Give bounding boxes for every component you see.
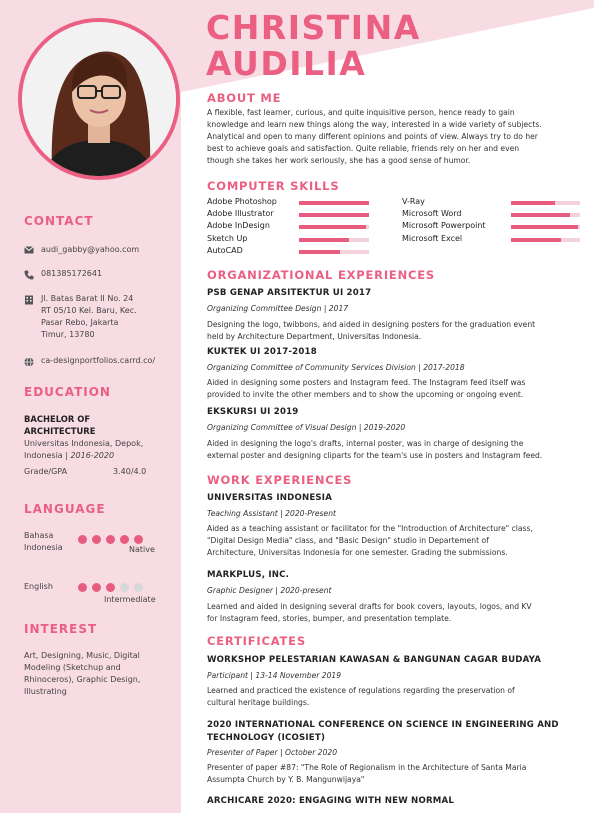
education-heading: EDUCATION — [24, 385, 111, 399]
about-line: Analytical and open to many different opinions and points of view. Always try to do her — [207, 132, 538, 141]
work-line: Aided as a teaching assistant or facilitator for the "Introduction of Architecture" class, — [207, 524, 533, 533]
skill-bar-fill — [299, 250, 340, 254]
degree-title — [24, 413, 95, 437]
org-line: held by Architecture Department, Universitas Indonesia. — [207, 332, 422, 341]
last-name: AUDILIA — [206, 44, 367, 83]
interest-line: Art, Designing, Music, Digital — [24, 651, 140, 660]
org-title: PSB GENAP ARSITEKTUR UI 2017 — [207, 288, 372, 298]
school-info — [24, 438, 143, 462]
rating-dot — [78, 535, 87, 544]
skill-bar — [299, 225, 369, 229]
contact-website — [24, 355, 155, 367]
certificates-heading: CERTIFICATES — [207, 634, 306, 648]
address-line: Timur, 13780 — [41, 330, 95, 339]
org-line: Aided in designing some posters and Instagram feed. The Instagram feed itself was — [207, 378, 526, 387]
skill-bar — [299, 238, 369, 242]
skill-name: Adobe Illustrator — [207, 209, 274, 219]
portrait-illustration — [22, 22, 176, 176]
org-line: Designing the logo, twibbons, and aided in designing posters for the graduation event — [207, 320, 536, 329]
address-line: Pasar Rebo, Jakarta — [41, 318, 119, 327]
school-location: Indonesia | — [24, 451, 71, 460]
skill-bar — [299, 213, 369, 217]
interest-line: Illustrating — [24, 687, 67, 696]
cert-title — [207, 719, 559, 745]
skill-name: Adobe Photoshop — [207, 197, 277, 206]
globe-icon — [24, 355, 34, 367]
skill-bar — [299, 250, 369, 254]
cert-role: Participant | 13-14 November 2019 — [207, 671, 342, 680]
work-line: Architecture, Universitas Indonesia for one semester. Grading the submissions. — [207, 548, 508, 557]
language-name: English — [24, 582, 53, 591]
skill-bar — [511, 238, 580, 242]
about-line: best to achieve goals and satisfaction. Quite reliable, friends rely on her and even — [207, 144, 520, 153]
org-line: provided to invite the other members and to show the upcoming or ongoing event. — [207, 390, 524, 399]
org-role: Organizing Committee of Community Services Division | 2017-2018 — [207, 363, 465, 372]
language-name-line: Bahasa — [24, 531, 54, 540]
skill-bar-fill — [511, 213, 570, 217]
skill-name: Adobe InDesign — [207, 221, 270, 231]
address-line: Jl. Batas Barat II No. 24 — [41, 294, 134, 303]
school-name: Universitas Indonesia, Depok, — [24, 439, 144, 448]
interest-line: Rhinoceros), Graphic Design, — [24, 675, 141, 684]
skills-heading: COMPUTER SKILLS — [207, 179, 340, 193]
org-role: Organizing Committee of Visual Design | 2019-2020 — [207, 423, 406, 432]
cert-line: Presenter of paper #87: "The Role of Regionalism in the Architecture of Santa Maria — [207, 763, 527, 772]
cert-line: cultural heritage buildings. — [207, 698, 310, 707]
skill-bar — [511, 201, 580, 205]
language-name — [24, 530, 63, 554]
work-role: Teaching Assistant | 2020-Present — [207, 509, 337, 518]
org-heading: ORGANIZATIONAL EXPERIENCES — [207, 268, 435, 282]
cert-title-line: TECHNOLOGY (ICOSIET) — [207, 733, 326, 743]
work-description — [207, 523, 572, 559]
contact-phone — [24, 268, 102, 280]
org-description — [207, 438, 572, 462]
envelope-icon — [24, 244, 34, 256]
school-years — [24, 450, 143, 462]
rating-dot — [106, 583, 115, 592]
skill-bar — [511, 225, 580, 229]
skill-bar — [511, 213, 580, 217]
gpa-label: Grade/GPA — [24, 467, 68, 476]
about-line: though she takes her work seriously, she has a good sense of humor. — [207, 156, 471, 165]
rating-dot-empty — [134, 583, 143, 592]
work-heading: WORK EXPERIENCES — [207, 473, 353, 487]
skill-bar-fill — [299, 213, 369, 217]
skill-name: V-Ray — [402, 197, 425, 206]
skill-bar-fill — [299, 238, 349, 242]
rating-dot — [78, 583, 87, 592]
phone-text[interactable]: 081385172641 — [41, 269, 103, 278]
org-line: Aided in designing the logo's drafts, internal poster, was in charge of designing the — [207, 439, 524, 448]
candidate-name — [206, 10, 421, 82]
cert-description — [207, 685, 572, 709]
language-level: Intermediate — [104, 595, 156, 604]
profile-photo — [22, 22, 176, 176]
about-line: A flexible, fast learner, curious, and quite inquisitive person, hence ready to gain — [207, 108, 515, 117]
org-description — [207, 377, 572, 401]
org-description — [207, 319, 572, 343]
interest-text — [24, 650, 140, 698]
address-line: RT 05/10 Kel. Baru, Kec. — [41, 306, 137, 315]
org-role: Organizing Committee Design | 2017 — [207, 304, 349, 313]
language-level: Native — [129, 545, 155, 554]
cert-title-line: 2020 INTERNATIONAL CONFERENCE ON SCIENCE IN ENGINEERING AND — [207, 720, 559, 730]
phone-icon — [24, 268, 34, 280]
study-years: 2016-2020 — [70, 451, 115, 460]
work-description — [207, 601, 572, 625]
skill-name: Microsoft Word — [402, 209, 462, 219]
first-name: CHRISTINA — [206, 8, 421, 47]
cert-line: Learned and practiced the existence of regulations regarding the preservation of — [207, 686, 515, 695]
cert-description — [207, 762, 572, 786]
skill-name: Microsoft Powerpoint — [402, 221, 486, 231]
interest-heading: INTEREST — [24, 622, 98, 636]
skill-bar-fill — [299, 225, 366, 229]
cert-role: Presenter of Paper | October 2020 — [207, 748, 338, 757]
work-title: MARKPLUS, INC. — [207, 570, 290, 580]
degree-line: ARCHITECTURE — [24, 426, 96, 436]
rating-dot — [120, 535, 129, 544]
skill-bar-fill — [299, 201, 369, 205]
cert-line: Assumpta Church by Y. B. Mangunwijaya" — [207, 775, 365, 784]
language-rating — [78, 583, 143, 592]
work-title: UNIVERSITAS INDONESIA — [207, 493, 333, 503]
rating-dot — [92, 583, 101, 592]
rating-dot — [106, 535, 115, 544]
skill-bar-fill — [511, 238, 561, 242]
profile-photo-frame — [18, 18, 180, 180]
contact-email — [24, 244, 139, 256]
skill-bar — [299, 201, 369, 205]
skill-bar-fill — [511, 225, 578, 229]
degree-line: BACHELOR OF — [24, 414, 91, 424]
gpa-value: 3.40/4.0 — [113, 467, 147, 476]
rating-dot — [92, 535, 101, 544]
org-title: KUKTEK UI 2017-2018 — [207, 347, 317, 357]
language-rating — [78, 535, 143, 544]
language-heading: LANGUAGE — [24, 502, 106, 516]
website-link[interactable]: ca-designportfolios.carrd.co/ — [41, 356, 156, 365]
work-line: for Instagram feed, stories, bumper, and presentation template. — [207, 614, 452, 623]
work-line: Learned and aided in designing several drafts for book covers, layouts, logos, and KV — [207, 602, 532, 611]
skill-name: Sketch Up — [207, 233, 248, 243]
about-text — [207, 107, 572, 167]
org-title: EKSKURSI UI 2019 — [207, 407, 299, 417]
address-text — [41, 293, 137, 341]
about-line: knowledge and learn new things along the way, interested in a wide variety of subjects. — [207, 120, 542, 129]
work-line: "Digital Design Media" class, and "Basic Design" studio in Departement of — [207, 536, 489, 545]
cert-title: ARCHICARE 2020: ENGAGING WITH NEW NORMAL — [207, 796, 455, 806]
interest-line: Modeling (Sketchup and — [24, 663, 121, 672]
rating-dot — [134, 535, 143, 544]
rating-dot-empty — [120, 583, 129, 592]
contact-heading: CONTACT — [24, 214, 94, 228]
work-role: Graphic Designer | 2020-present — [207, 586, 332, 595]
building-icon — [24, 293, 34, 341]
skill-name: Microsoft Excel — [402, 233, 463, 243]
org-line: external poster and designing cliparts for the team's use in posters and Instagram feed. — [207, 451, 543, 460]
contact-address — [24, 293, 137, 341]
email-text[interactable]: audi_gabby@yahoo.com — [41, 245, 140, 254]
cert-title: WORKSHOP PELESTARIAN KAWASAN & BANGUNAN CAGAR BUDAYA — [207, 655, 542, 665]
skill-bar-fill — [511, 201, 555, 205]
skill-name: AutoCAD — [207, 245, 243, 255]
language-name-line: Indonesia — [24, 543, 63, 552]
about-heading: ABOUT ME — [207, 91, 282, 105]
